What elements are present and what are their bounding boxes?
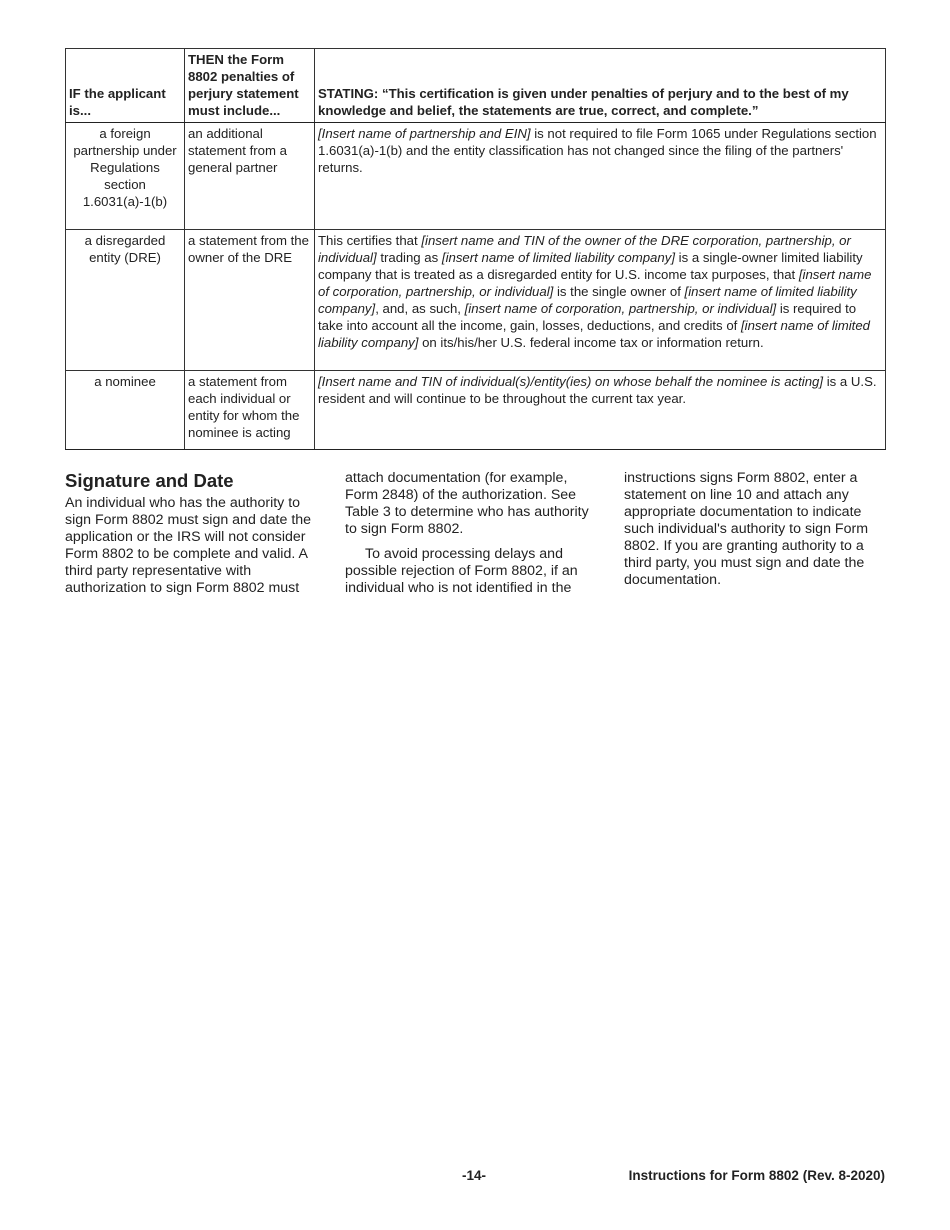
statement-text: is a U.S. resident and will continue to be throughout the current tax year. (318, 374, 877, 406)
cell-include: a statement from the owner of the DRE (185, 230, 315, 371)
section-title: Signature and Date (65, 470, 234, 491)
statement-text: on its/his/her U.S. federal income tax or information return. (418, 335, 764, 350)
cell-include: an additional statement from a general partner (185, 123, 315, 230)
statement-text: trading as (376, 250, 442, 265)
italic-placeholder-text: [insert name of limited liability company] (318, 284, 857, 316)
text-column-3 (624, 470, 879, 589)
table-row (66, 230, 886, 371)
statement-text: , and, as such, (375, 301, 465, 316)
italic-placeholder-text: [insert name and TIN of the owner of the DRE corporation, partnership, or individual] (318, 233, 851, 265)
italic-placeholder-text: [Insert name and TIN of individual(s)/entity(ies) on whose behalf the nominee is acting] (318, 374, 824, 389)
cell-stating (315, 123, 886, 230)
statement-text: is a single-owner limited liability company that is treated as a disregarded entity for U.S. income tax purposes, that (318, 250, 863, 282)
header-statement-include: THEN the Form 8802 penalties of perjury statement must include... (185, 49, 315, 123)
cell-applicant: a nominee (66, 371, 185, 450)
document-title: Instructions for Form 8802 (Rev. 8-2020) (628, 1168, 885, 1183)
italic-placeholder-text: [insert name of limited liability company] (441, 250, 675, 265)
penalties-of-perjury-table (65, 48, 886, 450)
cell-include: a statement from each individual or entity for whom the nominee is acting (185, 371, 315, 450)
paragraph: An individual who has the authority to sign Form 8802 must sign and date the application or the IRS will not consider Form 8802 to be complete and valid. A third party representative with authorization to sign Form 8802 must (65, 495, 312, 596)
cell-stating (315, 230, 886, 371)
paragraph: To avoid processing delays and possible rejection of Form 8802, if an individual who is not identified in the (345, 546, 578, 596)
text-column-1 (65, 470, 320, 597)
statement-text: This certifies that (318, 233, 422, 248)
cell-stating (315, 371, 886, 450)
cell-applicant: a disregarded entity (DRE) (66, 230, 185, 371)
header-stating: STATING: “This certification is given under penalties of perjury and to the best of my knowledge and belief, the statements are true, correct, and complete.” (315, 49, 886, 123)
table-header-row (66, 49, 886, 123)
statement-text: is the single owner of (553, 284, 685, 299)
paragraph: attach documentation (for example, Form 2848) of the authorization. See Table 3 to determine who has authority to sign Form 8802. (345, 470, 589, 537)
paragraph: instructions signs Form 8802, enter a statement on line 10 and attach any appropriate documentation to indicate such individual's authority to sign Form 8802. If you are granting authority to a third party, you must sign and date the documentation. (624, 470, 869, 588)
cell-applicant: a foreign partnership under Regulations section 1.6031(a)-1(b) (66, 123, 185, 230)
statement-text: is required to take into account all the income, gain, losses, deductions, and credits of (318, 301, 857, 333)
italic-placeholder-text: [insert name of corporation, partnership, or individual] (464, 301, 777, 316)
header-applicant: IF the applicant is... (66, 49, 185, 123)
italic-placeholder-text: [insert name of limited liability company] (318, 318, 870, 350)
text-column-2 (345, 470, 600, 597)
statement-text: is not required to file Form 1065 under Regulations section 1.6031(a)-1(b) and the entity classification has not changed since the filing of the partners' returns. (318, 126, 877, 175)
italic-placeholder-text: [insert name of corporation, partnership, or individual] (318, 267, 872, 299)
italic-placeholder-text: [Insert name of partnership and EIN] (318, 126, 531, 141)
table-row (66, 371, 886, 450)
table-row (66, 123, 886, 230)
page-number: -14- (462, 1168, 487, 1183)
